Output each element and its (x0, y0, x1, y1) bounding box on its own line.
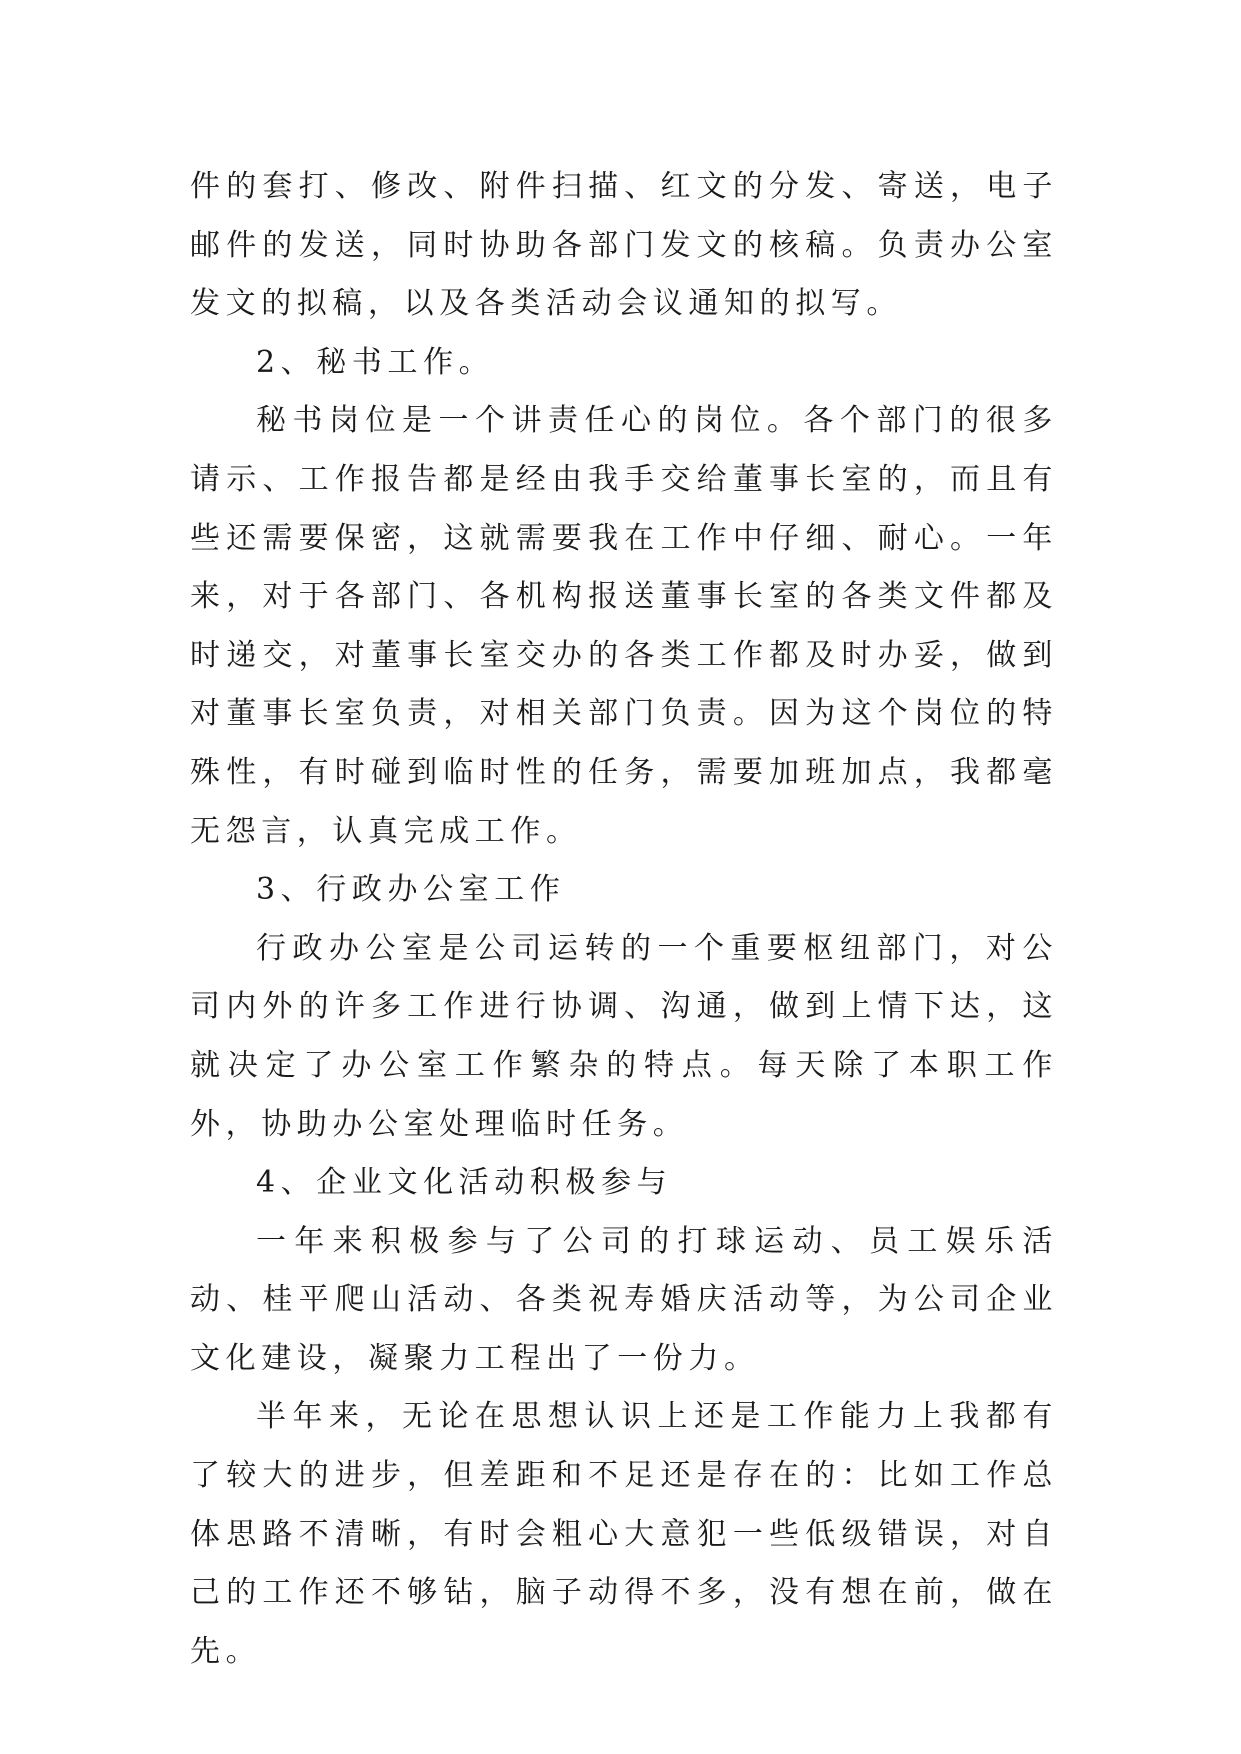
paragraph-admin-office: 行政办公室是公司运转的一个重要枢纽部门，对公司内外的许多工作进行协调、沟通，做到上情下达，这就决定了办公室工作繁杂的特点。每天除了本职工作外，协助办公室处理临时任务。 (190, 930, 1058, 1142)
paragraph-secretary: 秘书岗位是一个讲责任心的岗位。各个部门的很多请示、工作报告都是经由我手交给董事长室的，而且有些还需要保密，这就需要我在工作中仔细、耐心。一年来，对于各部门、各机构报送董事长室的各类文件都及时递交，对董事长室交办的各类工作都及时办妥，做到对董事长室负责，对相关部门负责。因为这个岗位的特殊性，有时碰到临时性的任务，需要加班加点，我都毫无怨言，认真完成工作。 (190, 403, 1058, 849)
section-heading-secretary: 2、秘书工作。 (256, 344, 495, 380)
paragraph-continuation: 件的套打、修改、附件扫描、红文的分发、寄送，电子邮件的发送，同时协助各部门发文的核稿。负责办公室发文的拟稿，以及各类活动会议通知的拟写。 (190, 169, 1058, 322)
document-body (190, 158, 1058, 1681)
paragraph-culture: 一年来积极参与了公司的打球运动、员工娱乐活动、桂平爬山活动、各类祝寿婚庆活动等，为公司企业文化建设，凝聚力工程出了一份力。 (190, 1223, 1058, 1376)
paragraph-self-assessment: 半年来，无论在思想认识上还是工作能力上我都有了较大的进步，但差距和不足还是存在的：比如工作总体思路不清晰，有时会粗心大意犯一些低级错误，对自己的工作还不够钻，脑子动得不多，没有想在前，做在先。 (190, 1399, 1058, 1669)
section-heading-admin-office: 3、行政办公室工作 (256, 872, 566, 908)
section-heading-culture: 4、企业文化活动积极参与 (256, 1165, 673, 1201)
